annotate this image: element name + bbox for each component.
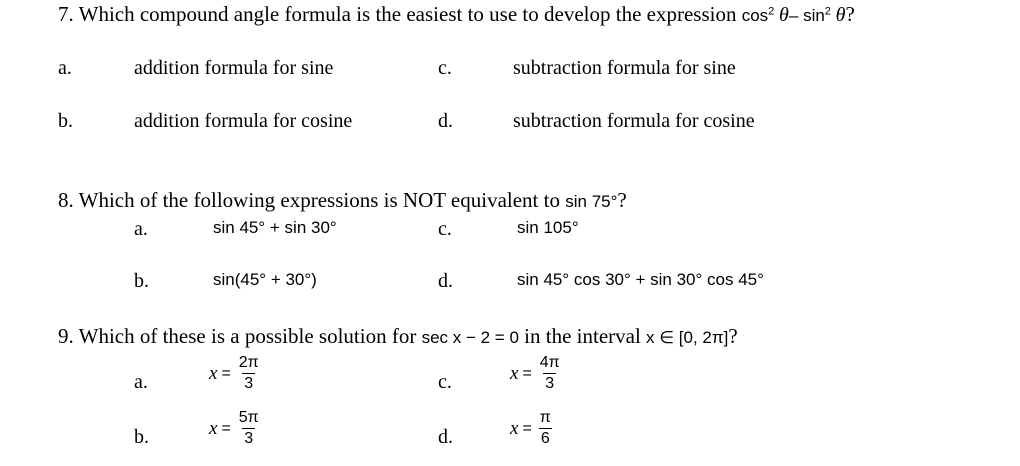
question-8-text: 8. Which of the following expressions is NOT equivalent to xyxy=(58,188,560,212)
question-7-expression: $\cos^2 \theta-$ $\sin^2 \theta$ xyxy=(741,4,846,26)
question-8: 8. Which of the following expressions is NOT equivalent to sin 75°? xyxy=(58,188,627,212)
q9-option-a-fraction: $\frac{2\pi}{3}$ xyxy=(238,354,259,392)
q8-option-a-letter: a. xyxy=(134,218,148,240)
question-7: 7. Which compound angle formula is the easiest to use to develop the expression $\cos^2 \theta-$ $\sin^2 \theta$? xyxy=(58,2,855,26)
q9-option-d-expression: x = $\frac{\pi}{6}$ xyxy=(510,409,551,447)
q8-option-b-letter: b. xyxy=(134,270,149,292)
q9-option-c-expression: x = $\frac{4\pi}{3}$ xyxy=(510,354,560,392)
q7-option-c-text: subtraction formula for sine xyxy=(513,57,736,79)
q7-option-d-letter: d. xyxy=(438,110,453,132)
question-7-text: 7. Which compound angle formula is the easiest to use to develop the expression xyxy=(58,2,737,26)
q8-option-d-expression: sin 45° cos 30° + sin 30° cos 45° xyxy=(517,270,764,289)
q9-option-d-fraction: $\frac{\pi}{6}$ xyxy=(539,409,551,447)
q7-option-b-letter: b. xyxy=(58,110,73,132)
q7-option-a-text: addition formula for sine xyxy=(134,57,334,79)
q7-option-c-letter: c. xyxy=(438,57,452,79)
question-8-expression: sin 75° xyxy=(565,192,618,211)
q7-option-d-text: subtraction formula for cosine xyxy=(513,110,755,132)
question-9-interval: x ∈ [0, 2π] xyxy=(646,328,729,347)
question-9: 9. Which of these is a possible solution for sec x − 2 = 0 in the interval x ∈ [0, 2π]? xyxy=(58,324,738,348)
q9-option-d-letter: d. xyxy=(438,426,453,448)
q9-option-b-letter: b. xyxy=(134,426,149,448)
q9-option-c-letter: c. xyxy=(438,371,452,393)
q8-option-b-expression: sin(45° + 30°) xyxy=(213,270,317,289)
q9-option-a-expression: x = $\frac{2\pi}{3}$ xyxy=(209,354,259,392)
q8-option-a-expression: sin 45° + sin 30° xyxy=(213,218,337,237)
question-9-text: 9. Which of these is a possible solution for xyxy=(58,324,417,348)
question-9-equation: sec x − 2 = 0 xyxy=(421,328,519,347)
q9-option-a-letter: a. xyxy=(134,371,148,393)
q7-option-a-letter: a. xyxy=(58,57,72,79)
q8-option-c-letter: c. xyxy=(438,218,452,240)
q9-option-b-fraction: $\frac{5\pi}{3}$ xyxy=(238,409,259,447)
q9-option-b-expression: x = $\frac{5\pi}{3}$ xyxy=(209,409,259,447)
q8-option-d-letter: d. xyxy=(438,270,453,292)
q8-option-c-expression: sin 105° xyxy=(517,218,579,237)
q9-option-c-fraction: $\frac{4\pi}{3}$ xyxy=(539,354,560,392)
q7-option-b-text: addition formula for cosine xyxy=(134,110,353,132)
question-9-middle-text: in the interval xyxy=(524,324,641,348)
